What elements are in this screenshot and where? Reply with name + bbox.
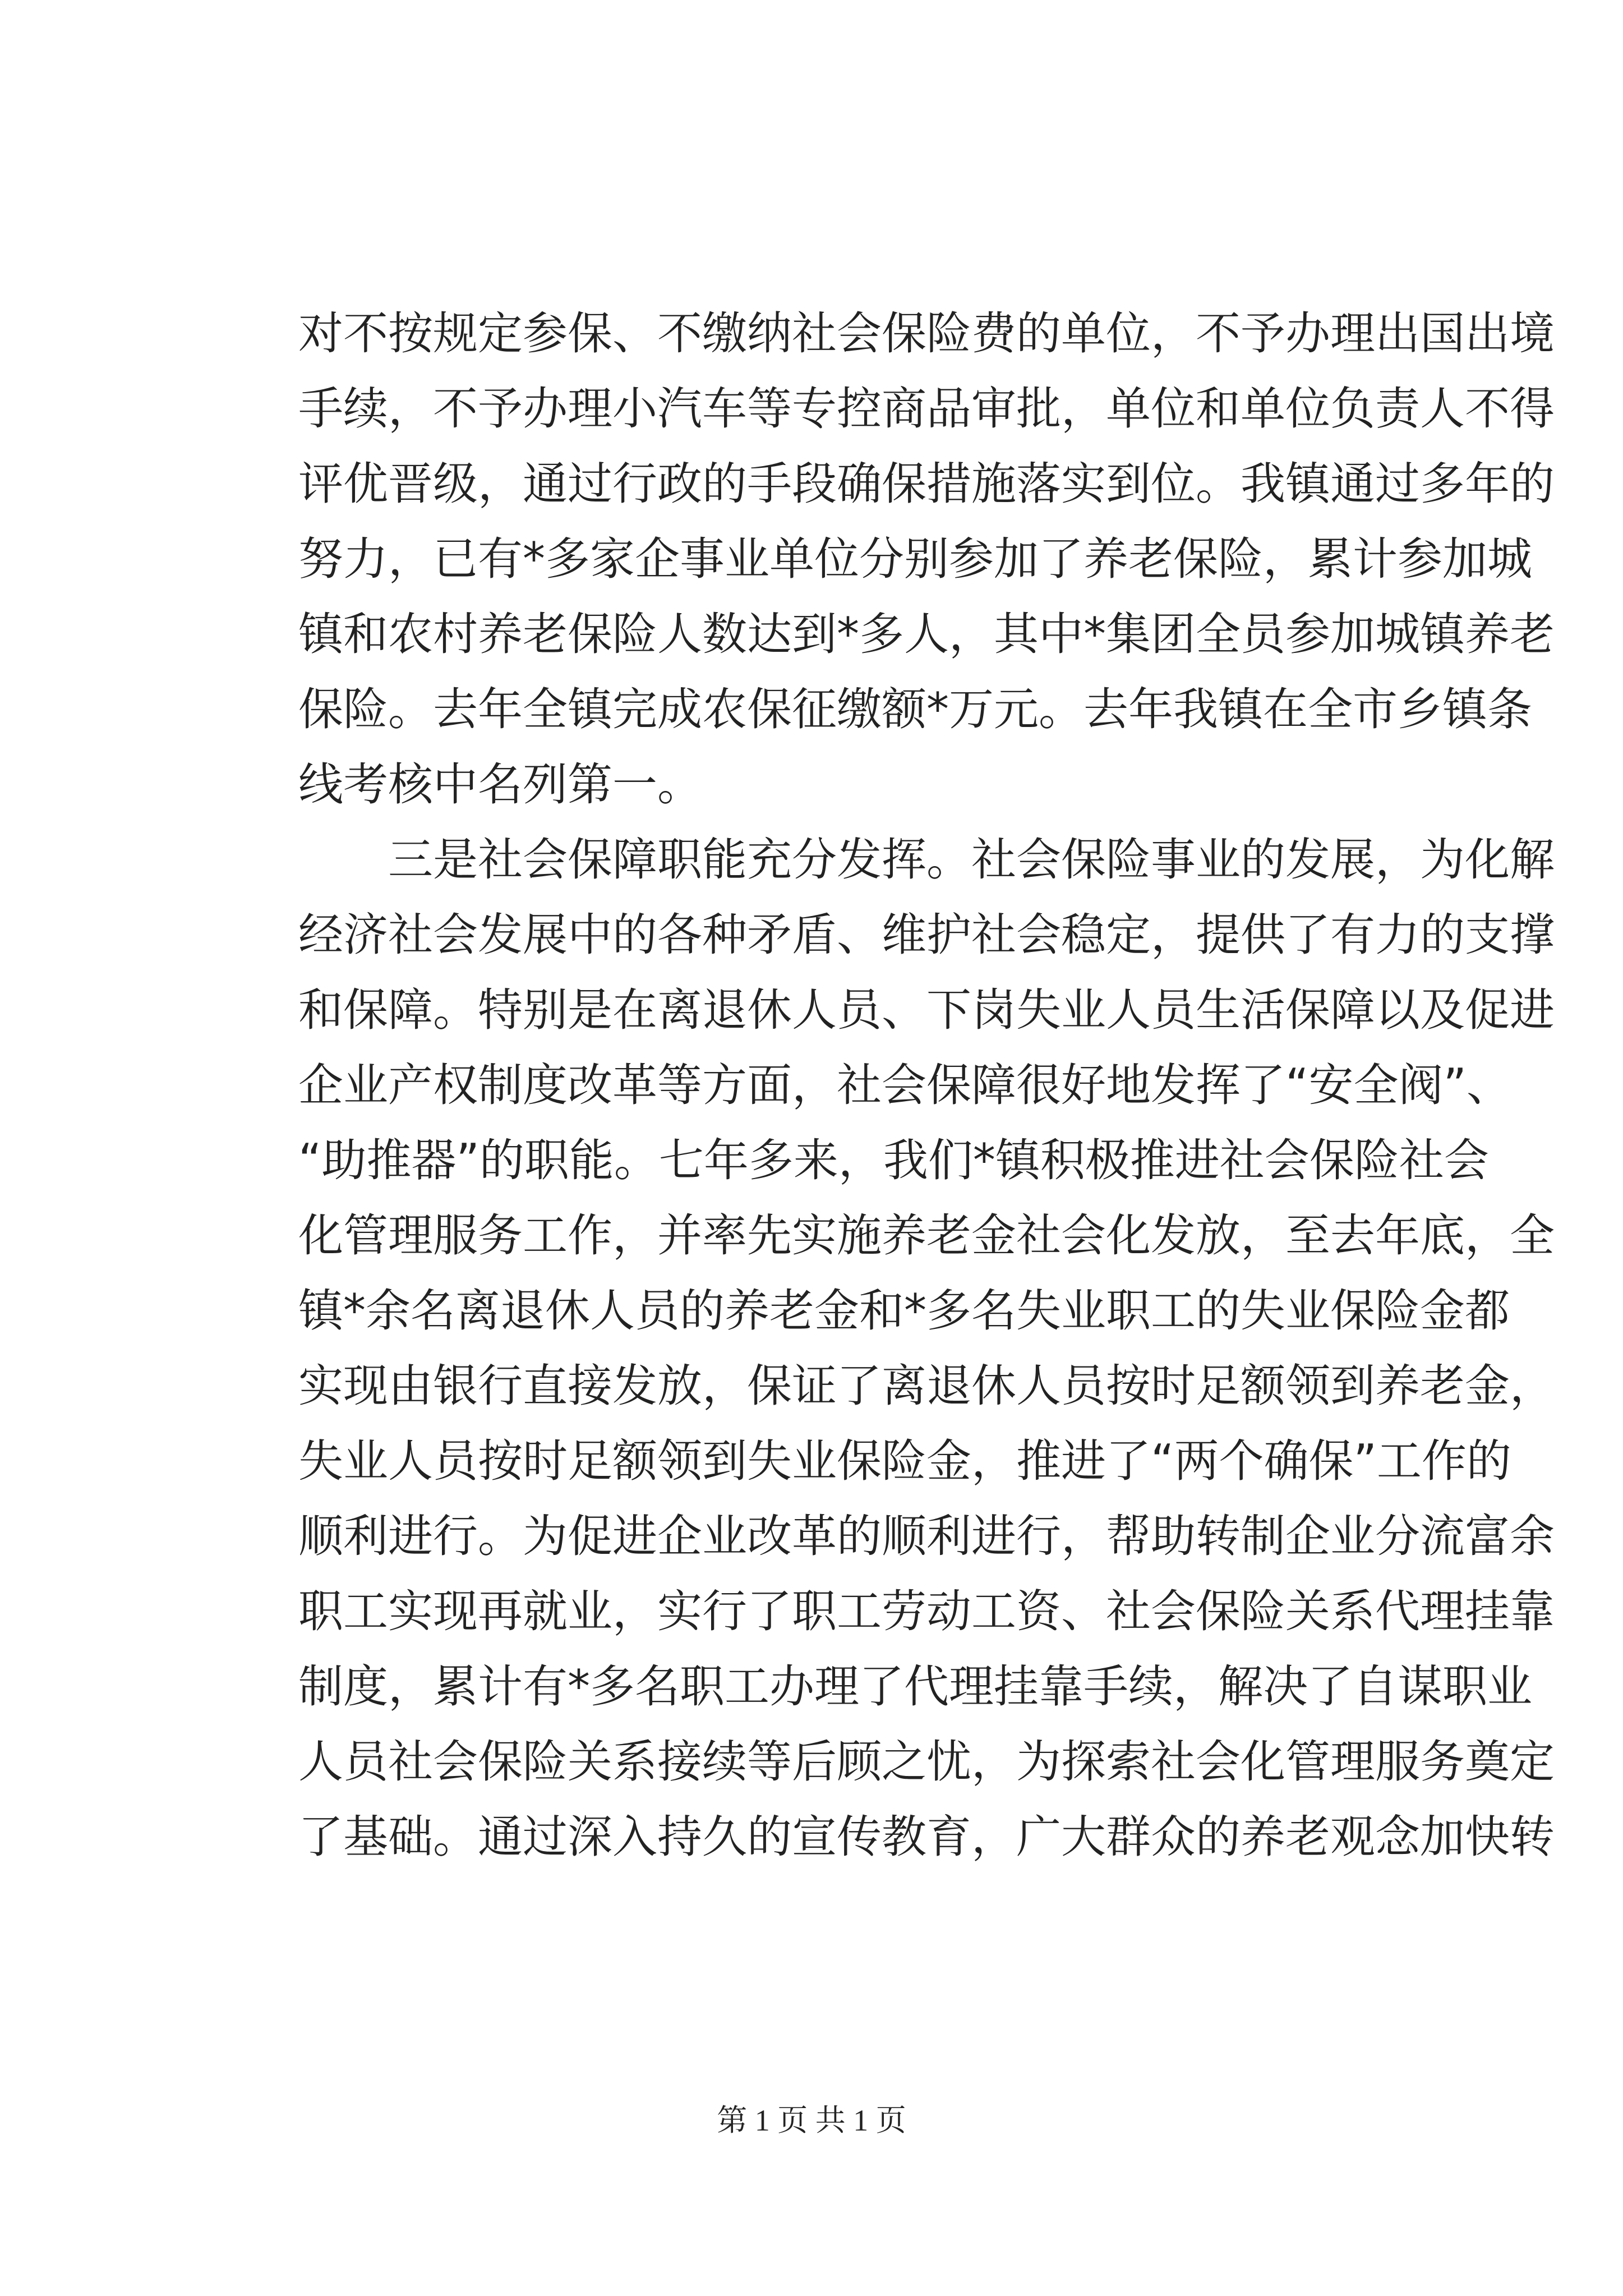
text-line: “助推器”的职能。七年多来，我们*镇积极推进社会保险社会 — [298, 1134, 1489, 1186]
text-line: 经济社会发展中的各种矛盾、维护社会稳定，提供了有力的支撑 — [298, 909, 1555, 961]
text-line: 实现由银行直接发放，保证了离退休人员按时足额领到养老金， — [298, 1360, 1555, 1412]
page-number-footer: 第 1 页 共 1 页 — [717, 2104, 906, 2137]
text-line: 职工实现再就业，实行了职工劳动工资、社会保险关系代理挂靠 — [298, 1585, 1555, 1637]
text-line: 化管理服务工作，并率先实施养老金社会化发放，至去年底，全 — [298, 1209, 1555, 1262]
text-line: 企业产权制度改革等方面，社会保障很好地发挥了“安全阀”、 — [298, 1059, 1511, 1111]
text-line: 顺利进行。为促进企业改革的顺利进行，帮助转制企业分流富余 — [298, 1510, 1555, 1562]
text-line: 努力，已有*多家企事业单位分别参加了养老保险，累计参加城 — [298, 533, 1532, 585]
text-line: 线考核中名列第一。 — [298, 758, 702, 811]
text-line: 评优晋级，通过行政的手段确保措施落实到位。我镇通过多年的 — [298, 458, 1555, 510]
text-line: 和保障。特别是在离退休人员、下岗失业人员生活保障以及促进 — [298, 984, 1555, 1036]
text-line: 手续，不予办理小汽车等专控商品审批，单位和单位负责人不得 — [298, 383, 1555, 435]
text-line: 失业人员按时足额领到失业保险金，推进了“两个确保”工作的 — [298, 1435, 1511, 1487]
text-line: 镇和农村养老保险人数达到*多人，其中*集团全员参加城镇养老 — [298, 608, 1555, 660]
text-line: 镇*余名离退休人员的养老金和*多名失业职工的失业保险金都 — [298, 1285, 1510, 1337]
text-line: 制度，累计有*多名职工办理了代理挂靠手续，解决了自谋职业 — [298, 1660, 1532, 1713]
text-line: 了基础。通过深入持久的宣传教育，广大群众的养老观念加快转 — [298, 1811, 1555, 1863]
text-line: 对不按规定参保、不缴纳社会保险费的单位，不予办理出国出境 — [298, 307, 1555, 360]
text-line: 三是社会保障职能充分发挥。社会保险事业的发展，为化解 — [388, 834, 1555, 886]
text-line: 人员社会保险关系接续等后顾之忧，为探索社会化管理服务奠定 — [298, 1736, 1555, 1788]
text-line: 保险。去年全镇完成农保征缴额*万元。去年我镇在全市乡镇条 — [298, 683, 1532, 735]
